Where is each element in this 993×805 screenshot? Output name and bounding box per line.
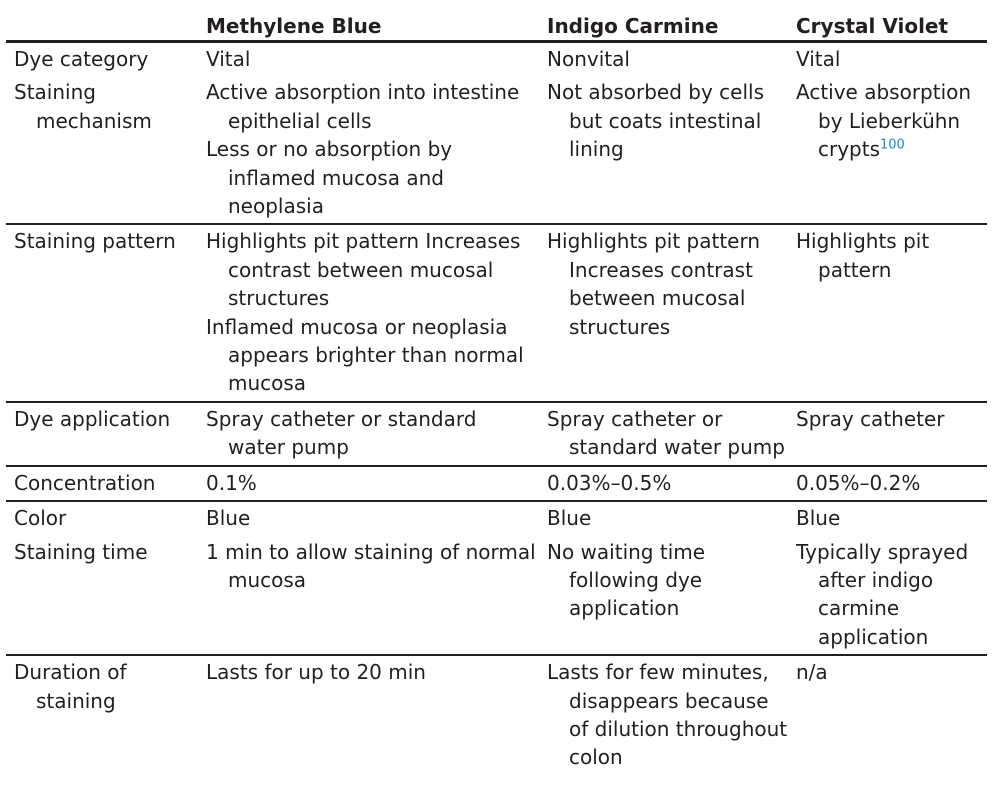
table-row-concentration: [6, 466, 987, 501]
row-label-text: Color: [14, 506, 67, 531]
table-row-staining-time: [6, 536, 987, 656]
cell-paragraph: Lasts for up to 20 min: [206, 660, 426, 685]
cell-paragraph: Blue: [796, 506, 841, 531]
header-indigo-carmine: Indigo Carmine: [539, 8, 788, 42]
row-label-text: Concentration: [14, 470, 156, 495]
header-methylene-blue: Methylene Blue: [198, 8, 539, 42]
cell-paragraph: Less or no absorption by inflamed mucosa and neoplasia: [206, 137, 453, 219]
cell-crystal-violet: [788, 501, 987, 535]
cell-methylene-blue: [198, 402, 539, 466]
cell-paragraph: Nonvital: [547, 47, 630, 71]
table-header-row: [6, 8, 987, 42]
cell-crystal-violet: [788, 42, 987, 77]
cell-paragraph: Active absorption into intestine epithelial cells: [206, 80, 520, 133]
table-row-dye-category: [6, 42, 987, 77]
cell-paragraph: 0.05%–0.2%: [796, 470, 921, 495]
cell-methylene-blue: [198, 224, 539, 401]
cell-paragraph: Highlights pit pattern Increases contrast between mucosal structures: [206, 229, 521, 311]
cell-indigo-carmine: [539, 501, 788, 535]
table-row-duration-of-staining: [6, 655, 987, 772]
cell-methylene-blue: [198, 76, 539, 224]
row-label-text: Duration of staining: [14, 660, 127, 713]
row-label: [6, 42, 198, 77]
row-label-text: Staining time: [14, 539, 148, 564]
cell-methylene-blue: [198, 501, 539, 535]
cell-paragraph: Blue: [547, 506, 592, 531]
cell-crystal-violet: [788, 536, 987, 656]
cell-indigo-carmine: [539, 402, 788, 466]
row-label-text: Staining mechanism: [14, 80, 152, 133]
cell-paragraph: Lasts for few minutes, disappears because of dilution throughout colon: [547, 660, 788, 770]
cell-crystal-violet: [788, 466, 987, 501]
table-row-staining-pattern: [6, 224, 987, 401]
row-label: [6, 402, 198, 466]
row-label: [6, 655, 198, 772]
row-label-text: Dye category: [14, 47, 149, 71]
cell-paragraph: Spray catheter or standard water pump: [206, 406, 477, 460]
cell-crystal-violet: [788, 402, 987, 466]
cell-crystal-violet: [788, 224, 987, 401]
cell-crystal-violet: [788, 76, 987, 224]
cell-paragraph: Vital: [796, 47, 841, 71]
row-label: [6, 536, 198, 656]
cell-paragraph: [796, 78, 987, 163]
table-row-dye-application: [6, 402, 987, 466]
row-label: [6, 224, 198, 401]
cell-crystal-violet: [788, 655, 987, 772]
row-label-text: Dye application: [14, 406, 171, 431]
cell-indigo-carmine: [539, 466, 788, 501]
cell-paragraph: Vital: [206, 47, 251, 71]
cell-indigo-carmine: [539, 76, 788, 224]
reference-link[interactable]: 100: [880, 137, 905, 153]
table-row-color: [6, 501, 987, 535]
cell-methylene-blue: [198, 655, 539, 772]
cell-indigo-carmine: [539, 536, 788, 656]
cell-paragraph: Not absorbed by cells but coats intestinal lining: [547, 80, 765, 162]
cell-paragraph: Spray catheter: [796, 406, 945, 431]
header-crystal-violet: Crystal Violet: [788, 8, 987, 42]
dye-comparison-table: [6, 8, 987, 772]
cell-methylene-blue: [198, 536, 539, 656]
row-label: [6, 501, 198, 535]
row-label: [6, 466, 198, 501]
cell-paragraph: Spray catheter or standard water pump: [547, 406, 785, 460]
header-property: [6, 8, 198, 42]
cell-indigo-carmine: [539, 42, 788, 77]
cell-text: Active absorption by Lieberkühn crypts: [796, 80, 972, 162]
cell-indigo-carmine: [539, 224, 788, 401]
cell-paragraph: 1 min to allow staining of normal mucosa: [206, 539, 536, 592]
table-row-staining-mechanism: [6, 76, 987, 224]
cell-paragraph: Highlights pit pattern Increases contrast between mucosal structures: [547, 229, 761, 339]
cell-methylene-blue: [198, 466, 539, 501]
row-label: [6, 76, 198, 224]
cell-paragraph: Blue: [206, 506, 251, 531]
cell-methylene-blue: [198, 42, 539, 77]
cell-indigo-carmine: [539, 655, 788, 772]
cell-paragraph: n/a: [796, 660, 828, 685]
cell-paragraph: Highlights pit pattern: [796, 229, 930, 282]
cell-paragraph: 0.1%: [206, 470, 257, 495]
cell-paragraph: 0.03%–0.5%: [547, 470, 672, 495]
row-label-text: Staining pattern: [14, 229, 176, 254]
cell-paragraph: Typically sprayed after indigo carmine application: [796, 539, 969, 649]
cell-paragraph: No waiting time following dye application: [547, 539, 706, 621]
cell-paragraph: Inflamed mucosa or neoplasia appears brighter than normal mucosa: [206, 314, 524, 396]
